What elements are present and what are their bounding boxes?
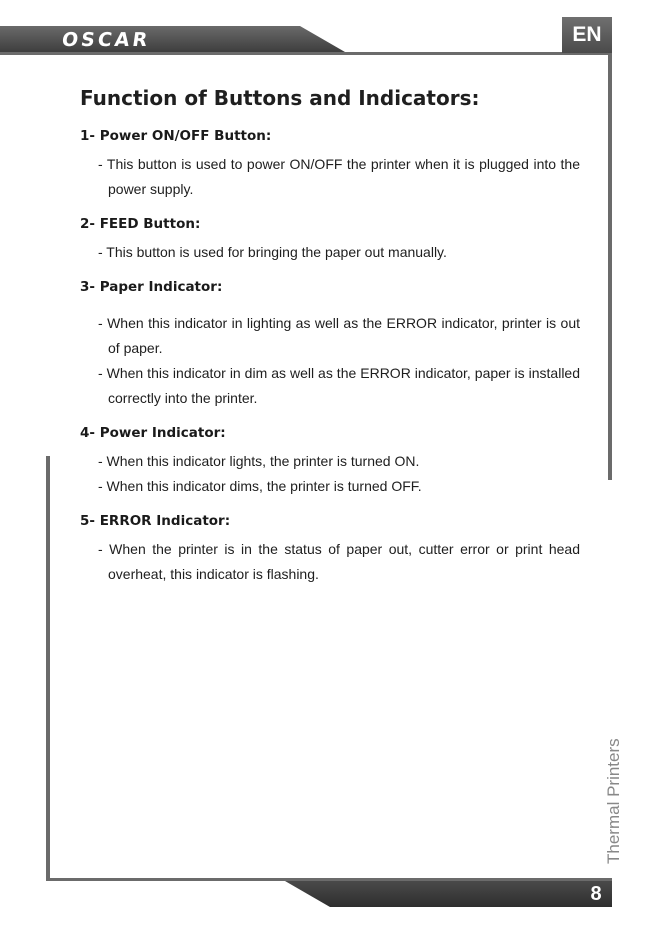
language-badge: EN xyxy=(562,17,612,53)
section-heading: 1- Power ON/OFF Button: xyxy=(80,128,272,144)
header-bar xyxy=(0,26,345,52)
section-power-indicator xyxy=(80,425,580,499)
section-heading: 4- Power Indicator: xyxy=(80,425,226,441)
page-title: Function of Buttons and Indicators: xyxy=(80,86,480,110)
section-item: - This button is used to power ON/OFF the printer when it is plugged into the power supply. xyxy=(98,156,580,197)
right-margin-rule xyxy=(608,55,612,480)
header-divider xyxy=(0,52,612,55)
left-margin-rule xyxy=(46,456,50,881)
brand-logo: OSCAR xyxy=(60,29,152,51)
page-number: 8 xyxy=(590,882,602,905)
side-label: Thermal Printers xyxy=(604,738,623,864)
section-error-indicator xyxy=(80,513,580,587)
section-feed-button xyxy=(80,216,580,265)
section-item: - This button is used for bringing the paper out manually. xyxy=(98,244,447,260)
section-item: - When the printer is in the status of paper out, cutter error or print head overheat, this indicator is flashing. xyxy=(98,541,580,582)
section-heading: 2- FEED Button: xyxy=(80,216,201,232)
section-item: - When this indicator in lighting as well as the ERROR indicator, printer is out of paper. xyxy=(98,315,580,356)
footer-bar xyxy=(285,881,612,907)
footer-divider xyxy=(46,878,612,881)
section-item: - When this indicator in dim as well as the ERROR indicator, paper is installed correctly into the printer. xyxy=(98,365,580,406)
section-heading: 5- ERROR Indicator: xyxy=(80,513,231,529)
section-item: - When this indicator lights, the printer is turned ON. xyxy=(98,453,420,469)
section-item: - When this indicator dims, the printer is turned OFF. xyxy=(98,478,422,494)
section-power-button xyxy=(80,128,580,202)
section-heading: 3- Paper Indicator: xyxy=(80,279,223,295)
page-content xyxy=(80,86,580,601)
section-paper-indicator xyxy=(80,279,580,411)
